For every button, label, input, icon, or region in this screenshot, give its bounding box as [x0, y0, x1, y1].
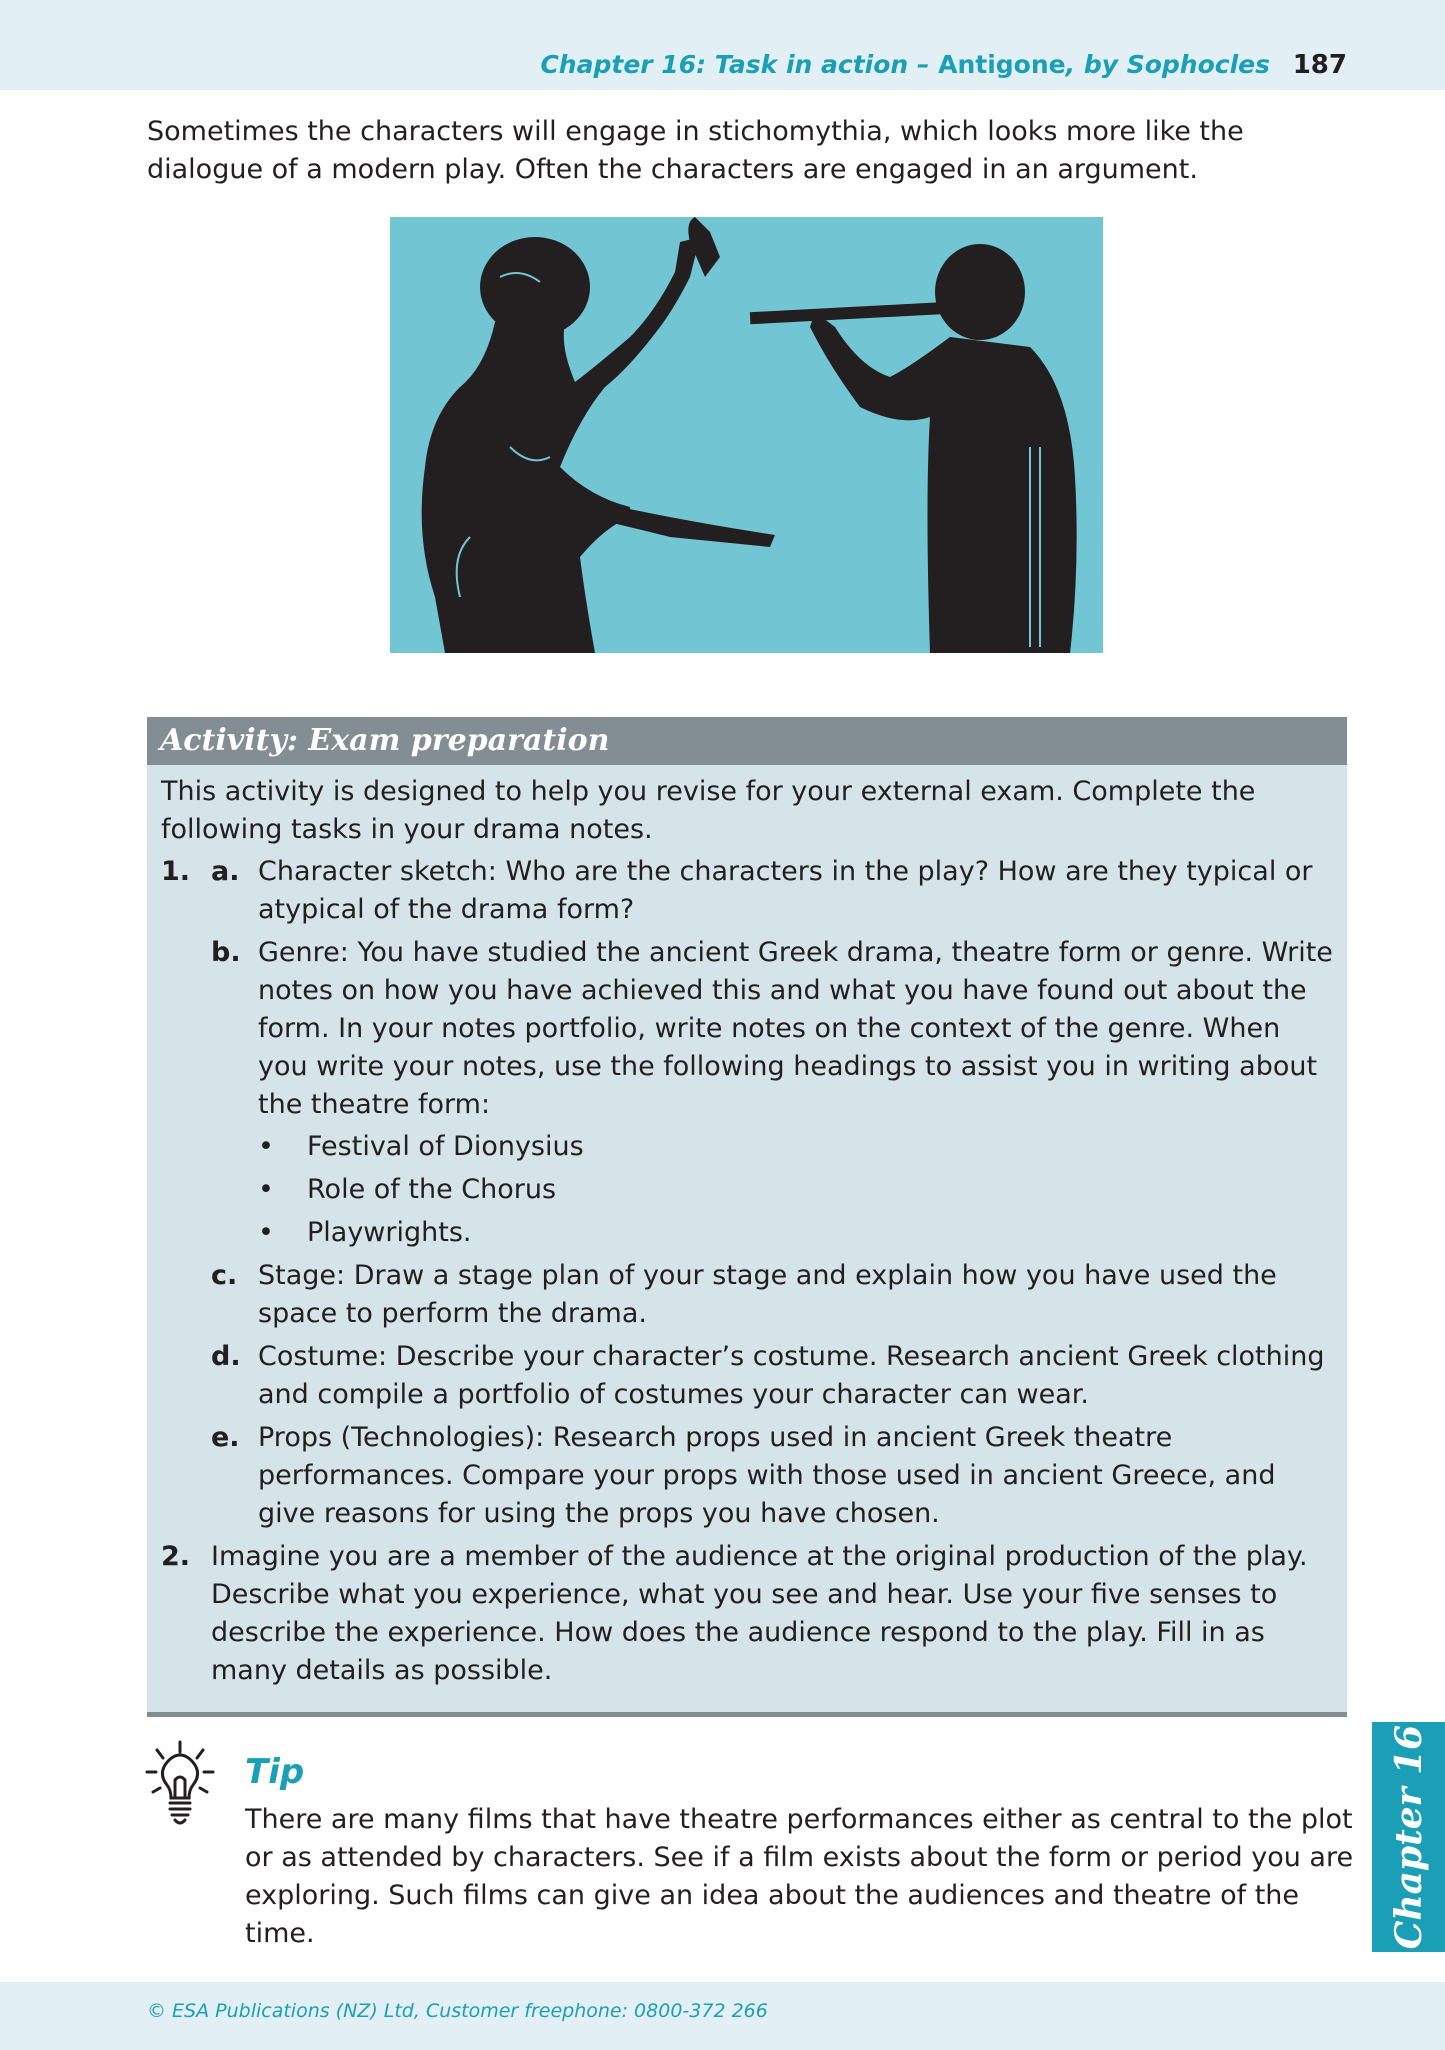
sub-question-letter: c.	[211, 1260, 238, 1291]
bullet-text: Festival of Dionysius	[307, 1131, 584, 1162]
activity-title: Activity: Exam preparation	[147, 717, 1347, 765]
sub-question	[161, 934, 1333, 1252]
sub-question-letter: e.	[211, 1422, 240, 1453]
activity-intro: This activity is designed to help you revise for your external exam. Complete the following tasks in your drama notes.	[161, 776, 1256, 845]
tip-text: There are many films that have theatre performances either as central to the plot or as attended by characters. See if a film exists about the form or period you are exploring. Such films can give an idea about the audiences and theatre of the time.	[245, 1804, 1354, 1949]
intro-paragraph: Sometimes the characters will engage in stichomythia, which looks more like the dialogue of a modern play. Often the characters are engaged in an argument.	[147, 116, 1244, 185]
left-figure-silhouette	[422, 217, 775, 653]
running-head-play-title: Antigone	[938, 50, 1066, 79]
sub-question-text: Costume: Describe your character’s costume. Research ancient Greek clothing and compile a portfolio of costumes your character can wear.	[258, 1341, 1325, 1410]
question-number: 2.	[161, 1541, 191, 1572]
two-figures-arguing-image	[390, 217, 1103, 653]
bullet-glyph: •	[258, 1217, 274, 1248]
sub-question-text: Props (Technologies): Research props used in ancient Greek theatre performances. Compare your props with those used in ancient Greece, and give reasons for using the props you have chosen.	[258, 1422, 1276, 1529]
page-number: 187	[1292, 50, 1347, 80]
bullet-item	[258, 1128, 1333, 1166]
footer-copyright: © ESA Publications (NZ) Ltd, Customer freephone: 0800-372 266	[147, 2000, 768, 2022]
sub-question-letter: a.	[211, 856, 240, 887]
bullet-text: Role of the Chorus	[307, 1174, 557, 1205]
sub-question-text: Genre: You have studied the ancient Greek drama, theatre form or genre. Write notes on how you have achieved this and what you have found out about the form. In your notes portfolio, write notes on the context of the genre. When you write your notes, use the following headings to assist you in writing about the theatre form:	[258, 937, 1333, 1120]
sub-question	[161, 1419, 1333, 1533]
tip-title: Tip	[245, 1752, 305, 1792]
sub-question-text: Stage: Draw a stage plan of your stage and explain how you have used the space to perform the drama.	[258, 1260, 1277, 1329]
question-2	[161, 1538, 1333, 1690]
bullet-item	[258, 1171, 1333, 1209]
sub-question	[161, 853, 1333, 929]
question-text: Imagine you are a member of the audience at the original production of the play. Describe what you experience, what you see and hear. Use your five senses to describe the experience. How does the audience respond to the play. Fill in as many details as possible.	[211, 1541, 1308, 1686]
activity-box	[147, 717, 1347, 1717]
sub-question-letter: b.	[211, 937, 241, 968]
running-head	[540, 50, 1270, 79]
right-figure-silhouette	[810, 244, 1077, 653]
question-1	[161, 853, 1333, 1533]
bullet-list	[258, 1128, 1333, 1252]
question-number: 1.	[161, 856, 191, 887]
greek-vase-illustration	[390, 217, 1103, 653]
bullet-glyph: •	[258, 1174, 274, 1205]
running-head-chapter: Chapter 16: Task in action –	[540, 50, 939, 79]
sub-question-letter: d.	[211, 1341, 241, 1372]
sub-question-text: Character sketch: Who are the characters in the play? How are they typical or atypical of the drama form?	[258, 856, 1313, 925]
chapter-tab	[1372, 1722, 1445, 1952]
activity-body	[147, 773, 1347, 1690]
sub-question	[161, 1257, 1333, 1333]
bullet-glyph: •	[258, 1131, 274, 1162]
lightbulb-icon	[145, 1740, 215, 1830]
chapter-tab-label: Chapter 16	[1387, 1724, 1430, 1950]
sub-question	[161, 1338, 1333, 1414]
running-head-byline: , by Sophocles	[1065, 50, 1270, 79]
bullet-item	[258, 1214, 1333, 1252]
bullet-text: Playwrights.	[307, 1217, 472, 1248]
